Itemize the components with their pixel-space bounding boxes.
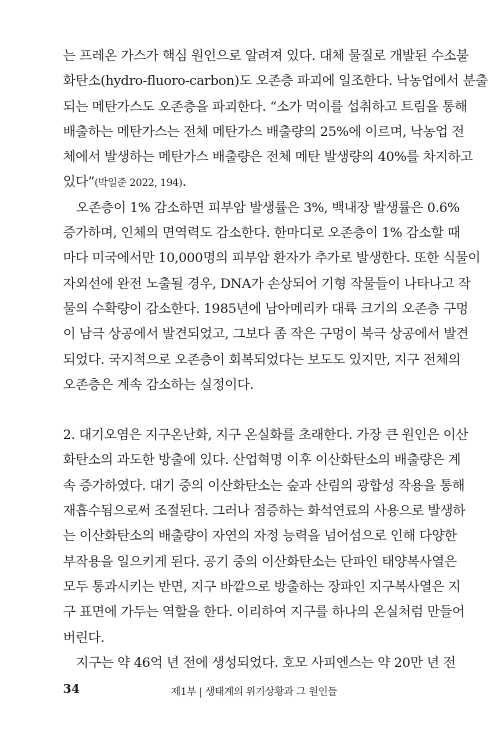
text-line: 화탄소의 과도한 방출에 있다. 산업혁명 이후 이산화탄소의 배출량은 계	[63, 453, 461, 469]
paragraph-gap	[63, 398, 431, 423]
quote-end-text: 있다”	[63, 175, 95, 191]
text-line: 구 표면에 가두는 역할을 한다. 이리하여 지구를 하나의 온실처럼 만들어	[63, 605, 465, 621]
text-line: 부작용을 일으키게 된다. 공기 중의 이산화탄소는 단파인 태양복사열은	[63, 554, 457, 570]
text-line: 증가하며, 인체의 면역력도 감소한다. 한마디로 오존층이 1% 감소할 때	[63, 226, 461, 242]
text-line: 물의 수확량이 감소한다. 1985년에 남아메리카 대륙 크기의 오존층 구멍	[63, 301, 469, 317]
text-line: 재흡수됨으로써 조절된다. 그러나 점증하는 화석연료의 사용으로 발생하	[63, 504, 466, 520]
text-line: 속 증가하였다. 대기 중의 이산화탄소는 숲과 산림의 광합성 작용을 통해	[63, 478, 465, 494]
running-head: 제1부 | 생태계의 위기상황과 그 원인들	[171, 687, 338, 698]
text-line: 모두 통과시키는 반면, 지구 바깥으로 방출하는 장파인 지구복사열은 지	[63, 579, 461, 595]
text-line: 오존층은 계속 감소하는 실정이다.	[63, 377, 254, 393]
paragraph-ozone-causes	[63, 44, 488, 196]
paragraph-ozone-effects	[63, 196, 481, 398]
text-line: 마다 미국에서만 10,000명의 피부암 환자가 추가로 발생한다. 또한 식물이	[63, 251, 481, 267]
text-line: 버린다.	[63, 630, 105, 646]
text-line: 는 이산화탄소의 배출량이 자연의 자정 능력을 넘어섬으로 인해 다양한	[63, 529, 457, 545]
text-line: 는 프레온 가스가 핵심 원인으로 알려져 있다. 대체 물질로 개발된 수소불	[63, 49, 469, 64]
text-line: 2. 대기오염은 지구온난화, 지구 온실화를 초래한다. 가장 큰 원인은 이산	[63, 428, 469, 444]
paragraph-earth-history	[63, 651, 456, 676]
page-body	[63, 44, 488, 676]
text-line: 되는 메탄가스도 오존층을 파괴한다. “소가 먹이를 섭취하고 트림을 통해	[63, 99, 468, 115]
citation: (박일준 2022, 194)	[94, 178, 183, 190]
text-line: 배출하는 메탄가스는 전체 메탄가스 배출량의 25%에 이르며, 낙농업 전	[63, 124, 465, 140]
text-line: 체에서 발생하는 메탄가스 배출량은 전체 메탄 발생량의 40%를 차지하고	[63, 150, 473, 166]
text-line: 이 남극 상공에서 발견되었고, 그보다 좀 작은 구멍이 북극 상공에서 발견	[63, 327, 469, 343]
text-line: 되었다. 국지적으로 오존층이 회복되었다는 보도도 있지만, 지구 전체의	[63, 352, 461, 368]
text-line: 자외선에 완전 노출될 경우, DNA가 손상되어 기형 작물들이 나타나고 작	[63, 276, 471, 292]
paragraph-global-warming	[63, 423, 469, 651]
text-line: 지구는 약 46억 년 전에 생성되었다. 호모 사피엔스는 약 20만 년 전	[76, 655, 456, 671]
page-number: 34	[63, 682, 80, 696]
text-line: 오존층이 1% 감소하면 피부암 발생률은 3%, 백내장 발생률은 0.6%	[76, 200, 460, 216]
sentence-end: .	[182, 175, 187, 191]
page-footer	[63, 682, 431, 702]
text-line: 화탄소(hydro-fluoro-carbon)도 오존층 파괴에 일조한다. 낙농업에서 분출	[63, 74, 488, 90]
text-line	[63, 170, 431, 195]
